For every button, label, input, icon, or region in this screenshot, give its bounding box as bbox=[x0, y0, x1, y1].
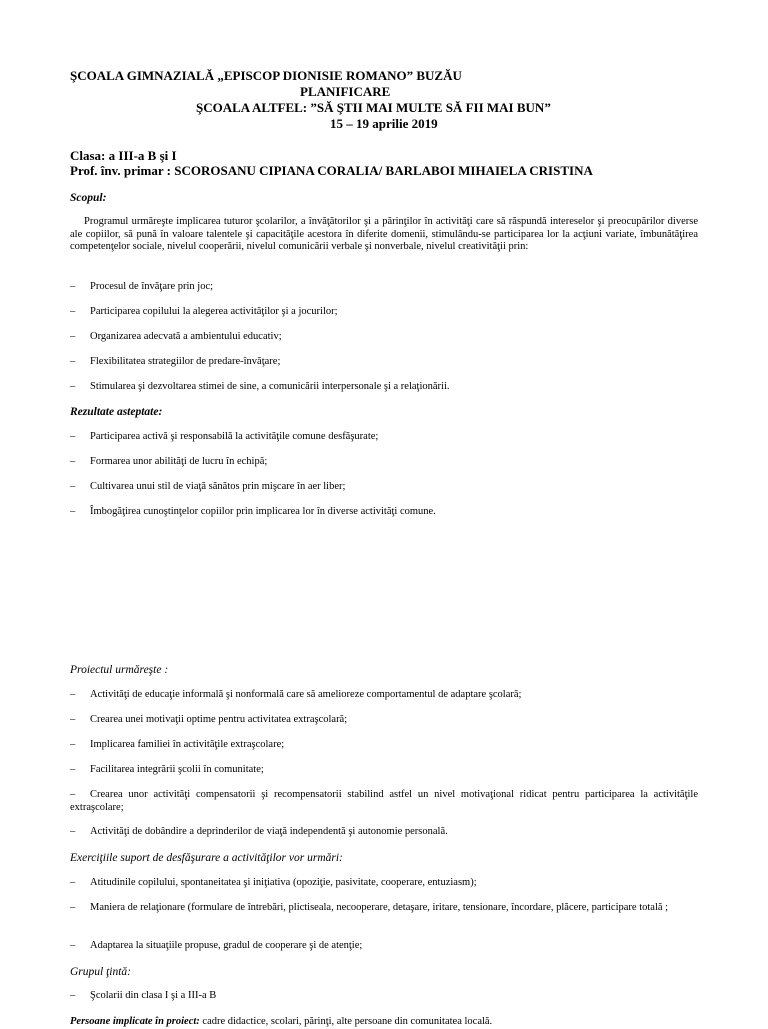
project-heading: Proiectul urmăreşte : bbox=[70, 664, 169, 676]
exercises-item: – Adaptarea la situaţiile propuse, gradul de cooperare şi de atenţie; bbox=[70, 940, 363, 951]
class-value: a III-a B şi I bbox=[105, 148, 177, 163]
project-item: – Activităţi de dobândire a deprinderilor de viaţă independentă şi autonomie personală. bbox=[70, 826, 448, 837]
project-item: – Facilitarea integrării şcolii în comunitate; bbox=[70, 764, 264, 775]
scope-item: – Stimularea şi dezvoltarea stimei de sine, a comunicării interpersonale şi a relaţionării. bbox=[70, 381, 450, 392]
teacher-label: Prof. înv. primar : bbox=[70, 163, 171, 178]
bullet-dash: – bbox=[70, 506, 76, 517]
school-title: ŞCOALA GIMNAZIALĂ „EPISCOP DIONISIE ROMANO” BUZĂU bbox=[70, 68, 462, 83]
planning-title: PLANIFICARE bbox=[300, 84, 391, 99]
program-dates: 15 – 19 aprilie 2019 bbox=[330, 116, 438, 131]
exercises-heading: Exerciţiile suport de desfăşurare a activităţilor vor urmări: bbox=[70, 852, 343, 864]
bullet-dash: – bbox=[70, 281, 76, 292]
bullet-dash: – bbox=[70, 481, 76, 492]
teacher-line bbox=[70, 163, 593, 179]
bullet-dash: – bbox=[70, 356, 76, 367]
project-item: – Crearea unei motivaţii optime pentru activitatea extraşcolară; bbox=[70, 714, 348, 725]
program-title: ŞCOALA ALTFEL: ”SĂ ŞTII MAI MULTE SĂ FII MAI BUN” bbox=[196, 100, 551, 115]
project-item: – Crearea unor activităţi compensatorii şi recompensatorii stabilind astfel un nivel motivaţional ridicat pentru participarea la activităţile extraşcolare; bbox=[70, 789, 698, 813]
scope-heading: Scopul: bbox=[70, 192, 107, 204]
scope-item: – Procesul de învăţare prin joc; bbox=[70, 281, 214, 292]
results-item: – Îmbogăţirea cunoştinţelor copiilor prin implicarea lor în diverse activităţi comune. bbox=[70, 506, 436, 517]
project-item: – Activităţi de educaţie informală şi nonformală care să amelioreze comportamentul de adaptare şcolară; bbox=[70, 689, 522, 700]
bullet-dash: – bbox=[70, 456, 76, 467]
bullet-dash: – bbox=[70, 764, 76, 775]
scope-item: – Flexibilitatea strategiilor de predare-învăţare; bbox=[70, 356, 281, 367]
results-item: – Participarea activă şi responsabilă la activităţile comune desfăşurate; bbox=[70, 431, 379, 442]
class-line bbox=[70, 148, 177, 164]
scope-item: – Organizarea adecvată a ambientului educativ; bbox=[70, 331, 282, 342]
bullet-dash: – bbox=[70, 902, 76, 913]
bullet-dash: – bbox=[70, 331, 76, 342]
teacher-value: SCOROSANU CIPIANA CORALIA/ BARLABOI MIHAIELA CRISTINA bbox=[171, 163, 593, 178]
people-value: cadre didactice, scolari, părinţi, alte persoane din comunitatea locală. bbox=[199, 1016, 493, 1027]
results-item: – Formarea unor abilităţi de lucru în echipă; bbox=[70, 456, 268, 467]
target-item: – Şcolarii din clasa I şi a III-a B bbox=[70, 990, 217, 1001]
bullet-dash: – bbox=[70, 990, 76, 1001]
bullet-dash: – bbox=[70, 940, 76, 951]
bullet-dash: – bbox=[70, 877, 76, 888]
results-item: – Cultivarea unui stil de viaţă sănătos prin mişcare în aer liber; bbox=[70, 481, 346, 492]
target-heading: Grupul ţintă: bbox=[70, 966, 132, 978]
bullet-dash: – bbox=[70, 826, 76, 837]
bullet-dash: – bbox=[70, 381, 76, 392]
bullet-dash: – bbox=[70, 714, 76, 725]
people-line bbox=[70, 1016, 698, 1029]
results-heading: Rezultate asteptate: bbox=[70, 406, 163, 418]
scope-item: – Participarea copilului la alegerea activităţilor şi a jocurilor; bbox=[70, 306, 338, 317]
bullet-dash: – bbox=[70, 689, 76, 700]
people-label: Persoane implicate în proiect: bbox=[70, 1016, 200, 1027]
exercises-item: – Atitudinile copilului, spontaneitatea şi iniţiativa (opoziţie, pasivitate, cooperare, entuziasm); bbox=[70, 877, 477, 888]
bullet-dash: – bbox=[70, 431, 76, 442]
class-label: Clasa: bbox=[70, 148, 106, 163]
scope-paragraph: Programul urmăreşte implicarea tuturor şcolarilor, a învăţătorilor şi a părinţilor în activităţi care să răspundă intereselor şi preocupărilor diverse ale copiilor, să pună în valoare talentele şi capacităţile acestora în diferite domenii, stimulându-se participarea lor la acţiuni variate, îmbunătăţirea competenţelor sociale, nivelul cooperării, nivelul comunicării verbale şi nonverbale, nivelul creativităţii prin: bbox=[70, 216, 698, 252]
bullet-dash: – bbox=[70, 789, 76, 800]
bullet-dash: – bbox=[70, 739, 76, 750]
bullet-dash: – bbox=[70, 306, 76, 317]
project-item: – Implicarea familiei în activităţile extraşcolare; bbox=[70, 739, 285, 750]
exercises-item: – Maniera de relaţionare (formulare de întrebări, plictiseala, necooperare, detaşare, iritare, tensionare, încordare, plăcere, participare totală ; bbox=[70, 902, 669, 913]
